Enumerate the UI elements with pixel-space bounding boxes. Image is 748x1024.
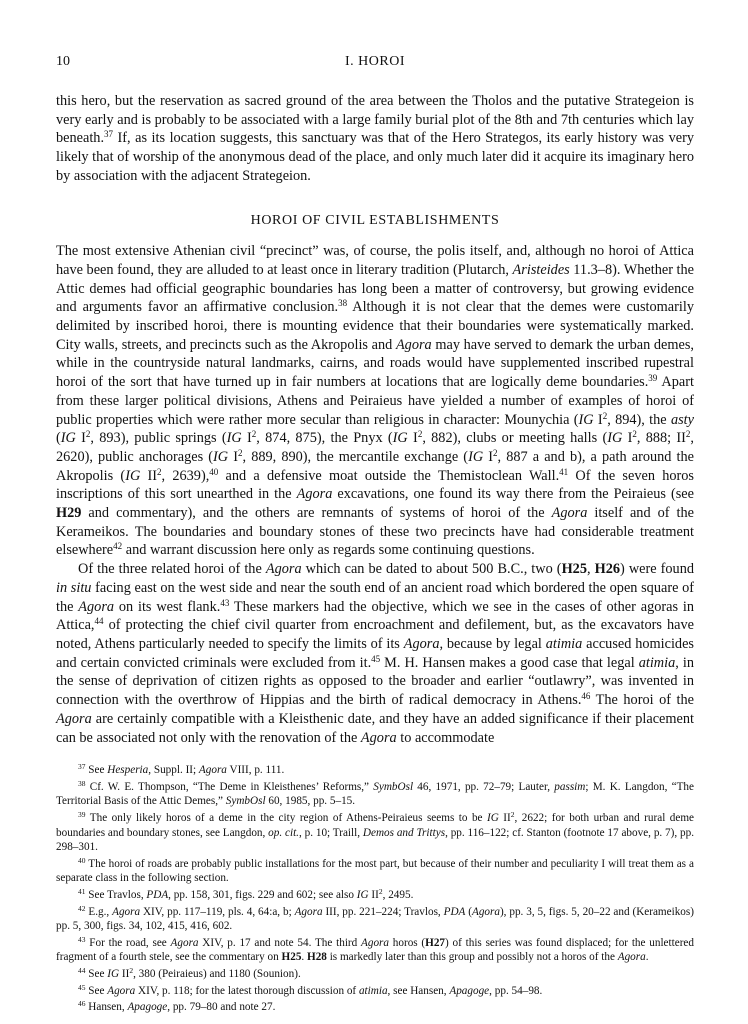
page	[56, 54, 694, 1017]
footnote: $^{38}$ Cf. W. E. Thompson, “The Deme in Kleisthenes’ Reforms,” SymbOsl 46, 1971, pp. 72–79; Lauter, passim; M. K. Langdon, “The Territorial Basis of the Attic Demes,” SymbOsl 60, 1985, pp. 5–15.	[56, 778, 694, 808]
footnote: $^{40}$ The horoi of roads are probably public installations for the most part, but because of their number and peculiarity I will treat them as a separate class in the following section.	[56, 855, 694, 885]
footnotes	[56, 763, 694, 1015]
footnote: $^{43}$ For the road, see Agora XIV, p. 17 and note 54. The third Agora horos (H27) of this series was found displaced; for the unlettered fragment of a fourth stele, see the commentary on H25. H28 is markedly later than this group and possibly not a horos of the Agora.	[56, 934, 694, 964]
footnote: $^{39}$ The only likely horos of a deme in the city region of Athens-Peiraieus seems to be IG $II^2$, 2622; for both urban and rural deme boundaries and boundary stones, see Langdon, op. cit., p. 10; Traill, Demos and Trittys, pp. 116–122; cf. Stanton (footnote 17 above, p. 7), pp. 298–301.	[56, 809, 695, 854]
section-heading: HOROI OF CIVIL ESTABLISHMENTS	[250, 212, 500, 228]
intro-paragraph: this hero, but the reservation as sacred ground of the area between the Tholos and the putative Strategeion is very early and is probably to be associated with a large family burial plot of the 8th and 7th centuries which lay beneath.$^{37}$ If, as its location suggests, this sanctuary was that of the Hero Strategos, its early history was very likely that of worship of the anonymous dead of the place, and only much later did it acquire its imaginary hero by association with the adjacent Strategeion.	[56, 93, 694, 184]
footnote: $^{45}$ See Agora XIV, p. 118; for the latest thorough discussion of atimia, see Hansen, Apagoge, pp. 54–98.	[78, 982, 543, 997]
footnote: $^{42}$ E.g., Agora XIV, pp. 117–119, pls. 4, 64:a, b; Agora III, pp. 221–224; Travlos, PDA (Agora), pp. 3, 5, figs. 5, 20–22 and (Kerameikos) pp. 5, 300, figs. 34, 102, 415, 416, 602.	[56, 903, 694, 933]
paragraph-2: Of the three related horoi of the Agora which can be dated to about 500 B.C., two (H25, H26) were found in situ facing east on the west side and near the south end of an ancient road which bordered the open square of the Agora on its west flank.$^{43}$ These markers had the objective, which we see in the cases of other agoras in Attica,$^{44}$ of protecting the chief civil quarter from encroachment and defilement, but, as the excavators have noted, Athens particularly needed to specify the limits of its Agora, because by legal atimia accused homicides and certain convicted criminals were excluded from it.$^{45}$ M. H. Hansen makes a good case that legal atimia, in the sense of deprivation of citizen rights as opposed to the broader and earlier “outlawry”, was invented in connection with the overthrow of Hippias and the birth of radical democracy in Athens.$^{46}$ The horoi of the Agora are certainly compatible with a Kleisthenic date, and they have an added significance if their placement can be associated not only with the renovation of the Agora to accommodate	[56, 561, 695, 746]
page-number: 10	[56, 54, 70, 69]
footnote: $^{46}$ Hansen, Apagoge, pp. 79–80 and note 27.	[78, 999, 276, 1014]
page-header	[56, 54, 694, 74]
paragraph-1: The most extensive Athenian civil “precinct” was, of course, the polis itself, and, although no horoi of Attica have been found, they are alluded to at least once in literary tradition (Plutarch, Aristeides 11.3–8). Whether the Attic demes had official geographic boundaries has long been a matter of controversy, but growing evidence and arguments favor an affirmative conclusion.$^{38}$ Although it is not clear that the demes were customarily delimited by inscribed horoi, there is mounting evidence that their boundaries were systematically marked. City walls, streets, and precincts such as the Akropolis and Agora may have served to demark the urban demes, while in the countryside natural landmarks, cairns, and roads would have supplemented inscribed rupestral horoi of the sort that have turned up in fair numbers at locations that are logically deme boundaries.$^{39}$ Apart from these larger political divisions, Athens and Peiraieus have yielded a number of examples of horoi of public properties which were rather more secular than religious in character: Mounychia (IG $I^2$, 894), the asty (IG $I^2$, 893), public springs (IG $I^2$, 874, 875), the Pnyx (IG $I^2$, 882), clubs or meeting halls (IG $I^2$, 888; $II^2$, 2620), public anchorages (IG $I^2$, 889, 890), the mercantile exchange (IG $I^2$, 887 a and b), a path around the Akropolis (IG $II^2$, 2639),$^{40}$ and a defensive moat outside the Themistoclean Wall.$^{41}$ Of the seven horos inscriptions of this sort unearthed in the Agora excavations, one found its way there from the Peiraieus (see H29 and commentary), and the others are remnants of systems of horoi of the Agora itself and of the Kerameikos. The boundaries and boundary stones of these two precincts have had considerable treatment elsewhere$^{42}$ and warrant discussion here only as regards some continuing questions.	[56, 243, 695, 559]
running-title: I. HOROI	[345, 54, 405, 69]
main-text	[56, 92, 694, 747]
footnote: $^{44}$ See IG $II^2$, 380 (Peiraieus) and 1180 (Sounion).	[78, 965, 301, 980]
footnote: $^{37}$ See Hesperia, Suppl. II; Agora VIII, p. 111.	[78, 762, 285, 777]
footnote: $^{41}$ See Travlos, PDA, pp. 158, 301, figs. 229 and 602; see also IG $II^2$, 2495.	[78, 886, 414, 901]
